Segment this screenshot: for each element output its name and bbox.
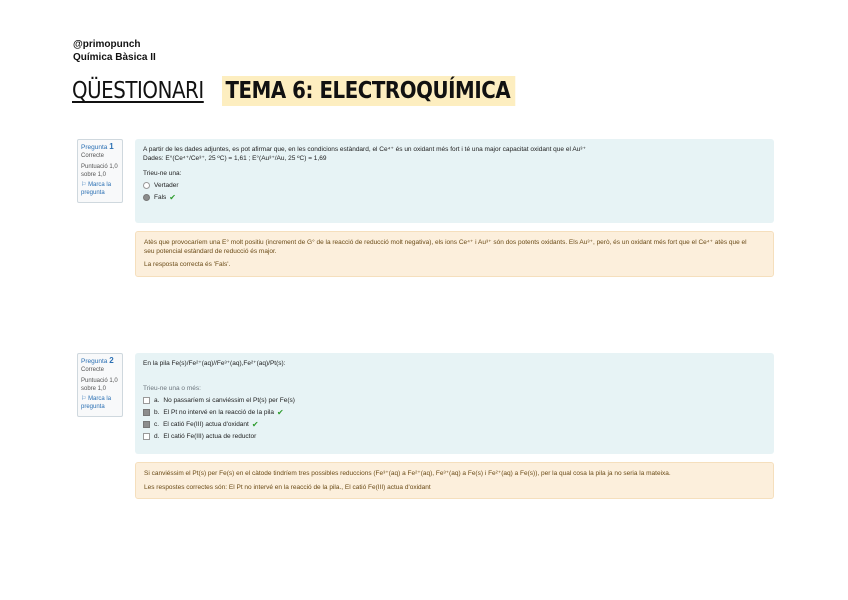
check-icon: ✔ [251, 420, 259, 429]
answer-prompt: Trieu-ne una: [143, 170, 182, 177]
flag-icon: ⚐ [81, 396, 87, 402]
feedback-box-2 [135, 462, 774, 499]
flag-question-link[interactable]: ⚐ Marca la pregunta [81, 182, 112, 196]
flag-icon: ⚐ [81, 182, 87, 188]
title-word-questionari: QÜESTIONARI [72, 78, 204, 104]
checkbox-checked[interactable] [143, 409, 150, 416]
question-text: A partir de les dades adjuntes, es pot afirmar que, en les condicions estàndard, el Ce⁴⁺ és un oxidant més fort i té una major capacitat oxidant que el Au³⁺ [143, 146, 586, 153]
question-number: Pregunta 2 [81, 356, 114, 365]
question-score: Puntuació 1,0 sobre 1,0 [81, 164, 118, 178]
author-handle: @primopunch [73, 39, 141, 50]
option-c[interactable]: c. El catió Fe(III) actua d'oxidant ✔ [143, 420, 766, 429]
check-icon: ✔ [277, 408, 284, 417]
option-a[interactable]: a. No passaríem si canviéssim el Pt(s) per Fe(s) [143, 396, 766, 405]
answer-prompt: Trieu-ne una o més: [143, 385, 201, 392]
question-score: Puntuació 1,0 sobre 1,0 [81, 378, 118, 392]
check-icon: ✔ [169, 193, 176, 202]
title-highlight-topic: TEMA 6: ELECTROQUÍMICA [222, 76, 515, 106]
question-status: Correcte [81, 153, 105, 159]
question-status: Correcte [81, 367, 105, 373]
question-box-1 [135, 139, 774, 223]
correct-answer: La resposta correcta és 'Fals'. [144, 261, 231, 268]
checkbox-checked[interactable] [143, 421, 150, 428]
checkbox[interactable] [143, 397, 150, 404]
feedback-text-cont: seu potencial estàndard de reducció és major. [144, 248, 277, 255]
feedback-text: Si canviéssim el Pt(s) per Fe(s) en el càtode tindríem tres possibles reduccions (Fe³⁺(aq) a Fe²⁺(aq), Fe³⁺(aq) a Fe(s) i Fe²⁺(aq) a Fe(s)), per la qual cosa la pila ja no seria la mateixa. [144, 470, 671, 477]
feedback-box-1 [135, 231, 774, 277]
question-info-1 [77, 139, 123, 203]
option-true[interactable]: Vertader [143, 181, 766, 190]
option-false[interactable]: Fals ✔ [143, 193, 766, 202]
question-text: En la pila Fe(s)/Fe²⁺(aq)//Fe³⁺(aq),Fe²⁺(aq)/Pt(s): [143, 360, 286, 367]
question-info-2 [77, 353, 123, 417]
question-box-2 [135, 353, 774, 454]
course-name: Química Bàsica II [73, 52, 156, 63]
correct-answer: Les respostes correctes són: El Pt no intervé en la reacció de la pila., El catió Fe(III) actua d'oxidant [144, 484, 431, 491]
page-title [72, 74, 563, 108]
question-number: Pregunta 1 [81, 142, 114, 151]
radio-button[interactable] [143, 182, 150, 189]
option-b[interactable]: b. El Pt no intervé en la reacció de la pila ✔ [143, 408, 766, 417]
feedback-text: Atès que provocaríem una E° molt positiu (increment de G° de la reacció de reducció molt negativa), els ions Ce⁴⁺ i Au³⁺ són dos potents oxidants. Els Au³⁺, però, és un oxidant més fort que el Ce⁴⁺ atès que el [144, 239, 747, 246]
flag-question-link[interactable]: ⚐ Marca la pregunta [81, 396, 112, 410]
radio-button-selected[interactable] [143, 194, 150, 201]
checkbox[interactable] [143, 433, 150, 440]
option-d[interactable]: d. El catió Fe(III) actua de reductor [143, 432, 766, 441]
question-data: Dades: E°(Ce⁴⁺/Ce³⁺, 25 ºC) = 1,61 ; E°(Au³⁺/Au, 25 ºC) = 1,69 [143, 155, 327, 162]
